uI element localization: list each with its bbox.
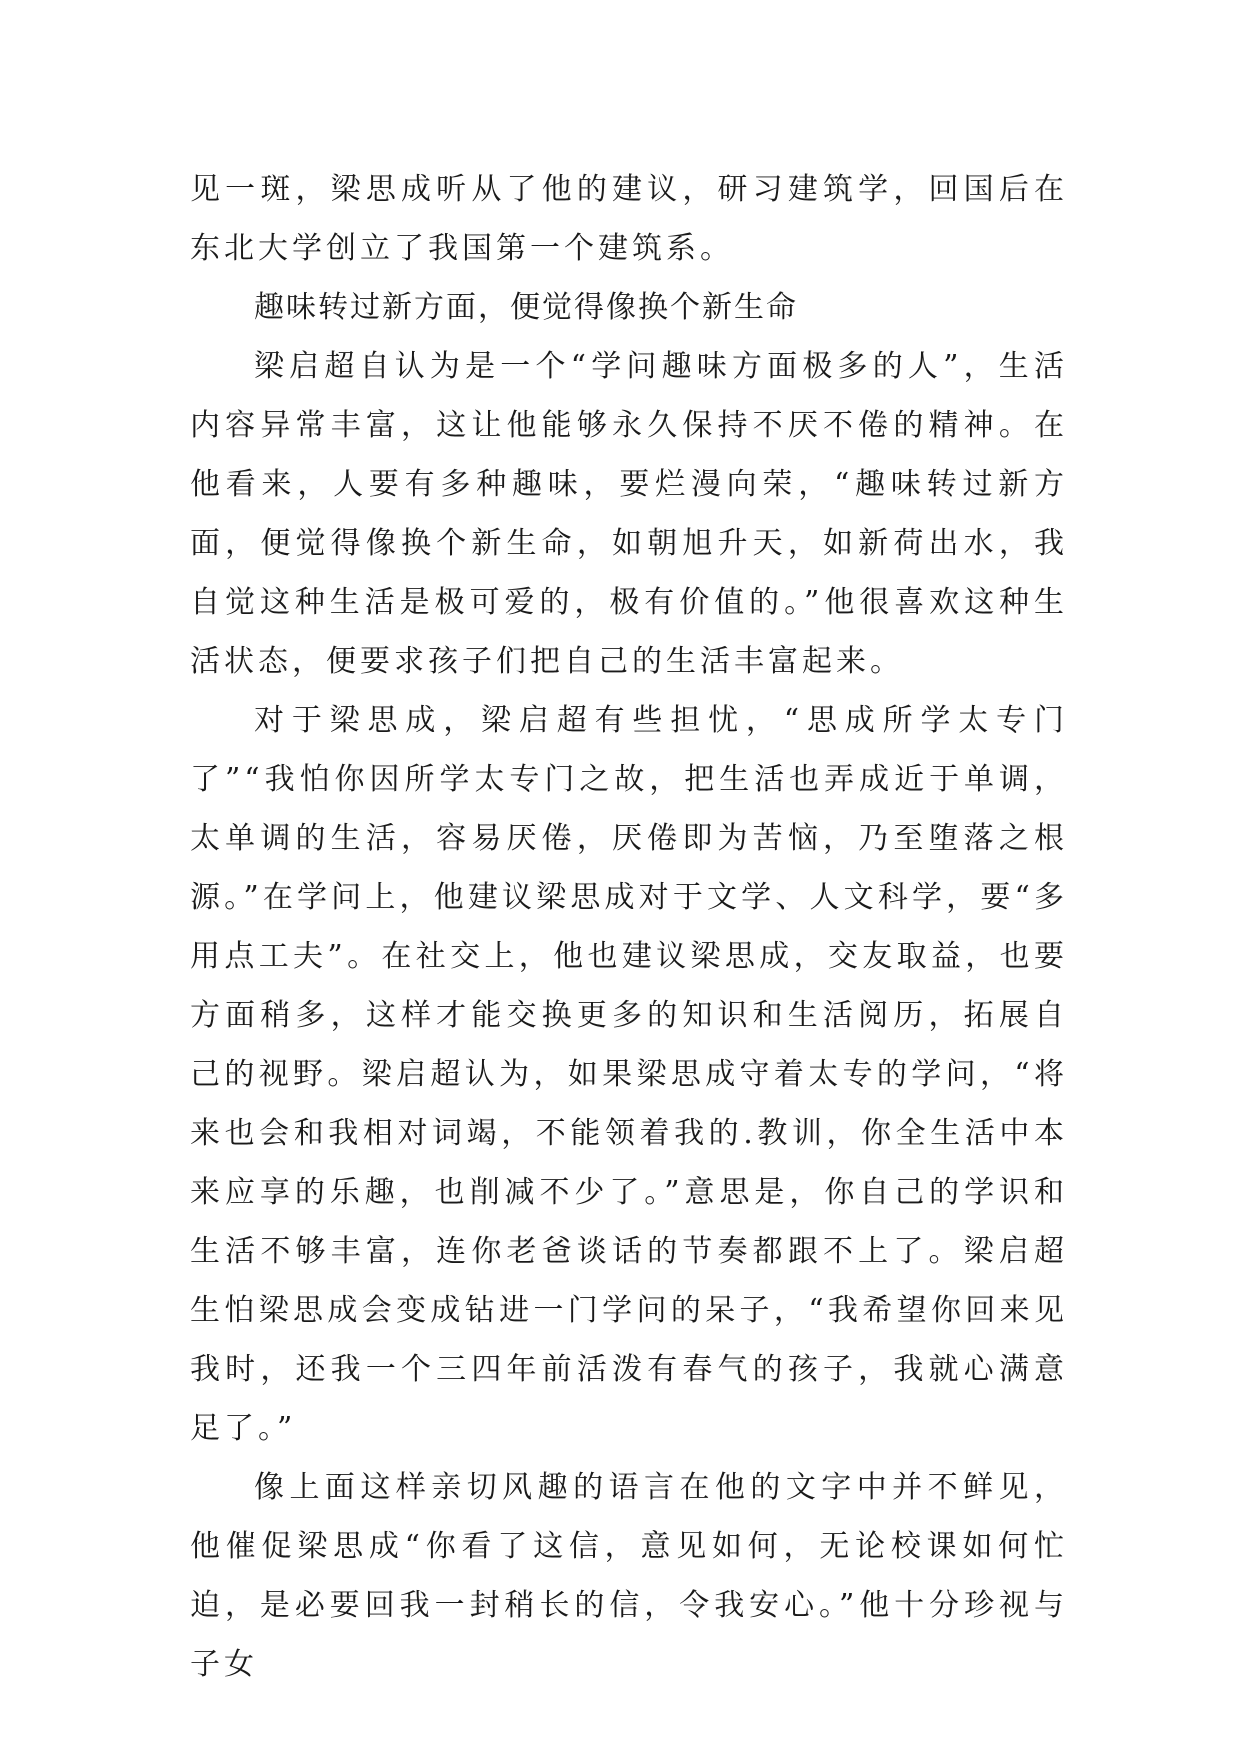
section-subheading: 趣味转过新方面，便觉得像换个新生命 [254, 290, 798, 325]
paragraph: 梁启超自认为是一个“学问趣味方面极多的人”，生活内容异常丰富，这让他能够永久保持不厌不倦的精神。在他看来，人要有多种趣味，要烂漫向荣，“趣味转过新方面，便觉得像换个新生命，如朝旭升天，如新荷出水，我自觉这种生活是极可爱的，极有价值的。”他很喜欢这种生活状态，便要求孩子们把自己的生活丰富起来。 [190, 349, 1068, 679]
paragraph: 对于梁思成，梁启超有些担忧，“思成所学太专门了”“我怕你因所学太专门之故，把生活也弄成近于单调，太单调的生活，容易厌倦，厌倦即为苦恼，乃至堕落之根源。”在学问上，他建议梁思成对于文学、人文科学，要“多用点工夫”。在社交上，他也建议梁思成，交友取益，也要方面稍多，这样才能交换更多的知识和生活阅历，拓展自己的视野。梁启超认为，如果梁思成守着太专的学问，“将来也会和我相对词竭，不能领着我的.教训，你全生活中本来应享的乐趣，也削减不少了。”意思是，你自己的学识和生活不够丰富，连你老爸谈话的节奏都跟不上了。梁启超生怕梁思成会变成钻进一门学问的呆子，“我希望你回来见我时，还我一个三四年前活泼有春气的孩子，我就心满意足了。” [190, 703, 1068, 1446]
paragraph: 像上面这样亲切风趣的语言在他的文字中并不鲜见，他催促梁思成“你看了这信，意见如何，无论校课如何忙迫，是必要回我一封稍长的信，令我安心。”他十分珍视与子女 [190, 1470, 1068, 1682]
paragraph-continued: 见一斑，梁思成听从了他的建议，研习建筑学，回国后在东北大学创立了我国第一个建筑系。 [190, 172, 1068, 266]
article-body [190, 160, 1068, 1694]
